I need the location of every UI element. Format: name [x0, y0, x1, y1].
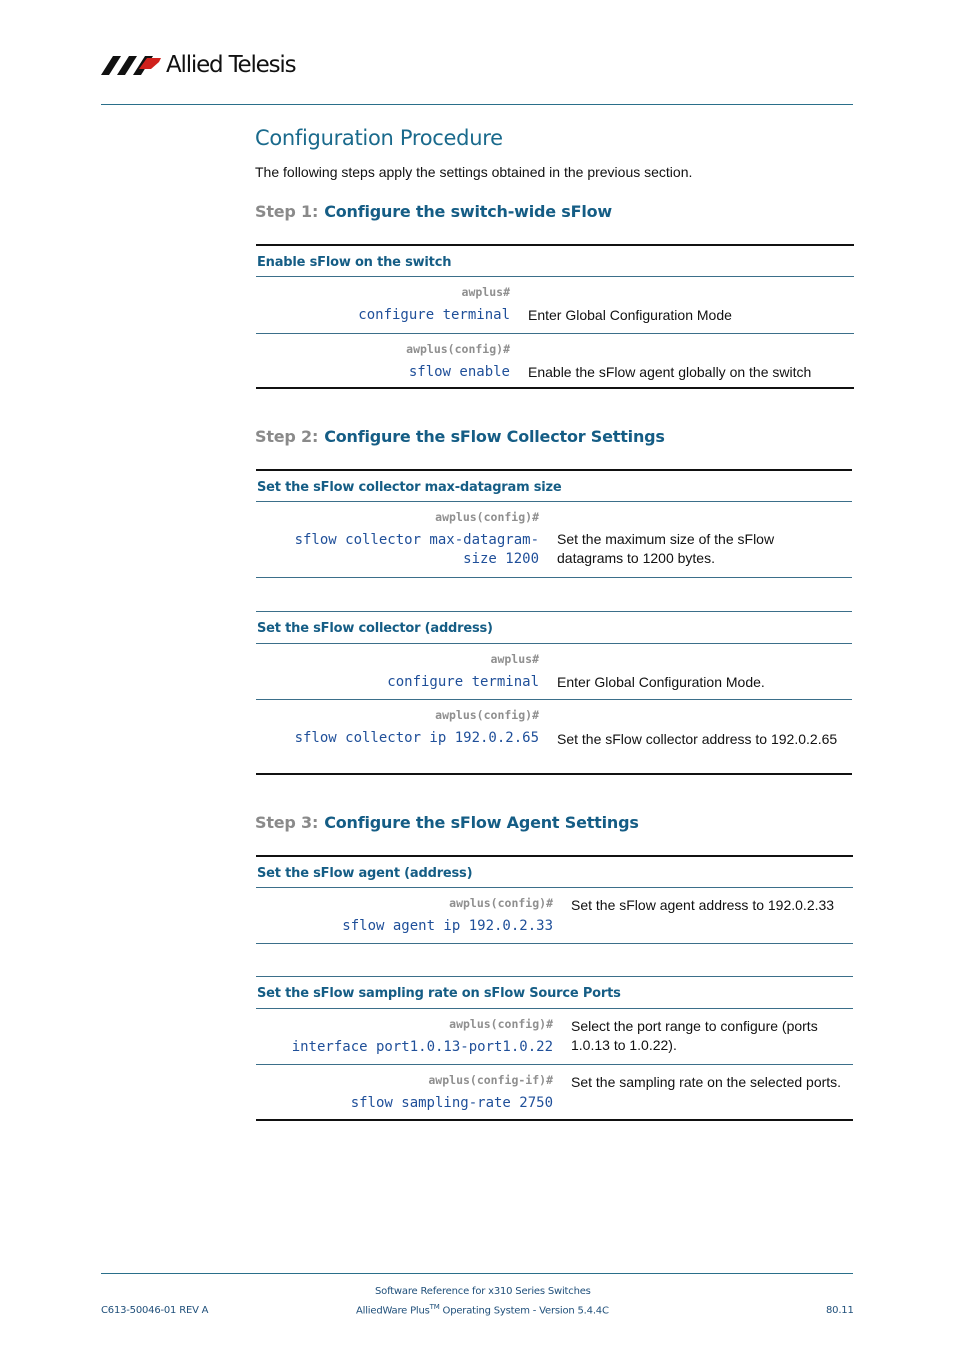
table-title: Set the sFlow agent (address): [257, 866, 473, 881]
cli-command: sflow agent ip 192.0.2.33: [342, 918, 553, 934]
description-cell: Enable the sFlow agent globally on the switch: [528, 364, 812, 380]
description-cell: Enter Global Configuration Mode.: [557, 674, 765, 690]
footer-title: Software Reference for x310 Series Switches: [375, 1286, 591, 1297]
step-2-heading: [255, 427, 665, 446]
table-row: [256, 502, 852, 578]
step-number: Step 3:: [255, 813, 319, 832]
description-cell: Select the port range to configure (ports 1.0.13 to 1.0.22).: [571, 1018, 818, 1053]
cli-command: sflow sampling-rate 2750: [350, 1095, 553, 1111]
footer-os-name: AlliedWare Plus: [356, 1305, 430, 1317]
cli-prompt: awplus#: [490, 652, 539, 666]
table-title: Enable sFlow on the switch: [257, 255, 452, 270]
step-title: Configure the sFlow Agent Settings: [324, 813, 639, 832]
table-header: [256, 469, 852, 502]
table-row: [256, 888, 853, 944]
footer-divider: [101, 1273, 853, 1274]
table-title: Set the sFlow collector (address): [257, 621, 493, 636]
cli-prompt: awplus(config)#: [435, 510, 539, 524]
cli-prompt: awplus#: [461, 285, 510, 299]
table-title: Set the sFlow sampling rate on sFlow Source Ports: [257, 986, 621, 1001]
table-row: [256, 334, 854, 389]
description-cell: Set the sFlow agent address to 192.0.2.33: [571, 897, 835, 913]
table-row: [256, 700, 852, 775]
command-cell: [256, 277, 512, 333]
description-cell: Set the maximum size of the sFlow datagrams to 1200 bytes.: [557, 531, 775, 566]
table-row: [256, 644, 852, 700]
command-cell: [256, 1065, 555, 1119]
cli-prompt: awplus(config)#: [449, 896, 553, 910]
footer-os-version-text: Operating System - Version 5.4.4C: [439, 1305, 609, 1317]
command-cell: [256, 888, 555, 943]
table-row: [256, 277, 854, 334]
cli-prompt: awplus(config)#: [406, 342, 510, 356]
trademark-mark: TM: [429, 1303, 440, 1311]
command-table-sampling-rate: [256, 976, 853, 1121]
cli-command: sflow collector max-datagram- size 1200: [294, 532, 539, 567]
step-3-heading: [255, 813, 639, 832]
cli-prompt: awplus(config)#: [435, 708, 539, 722]
logo-text: Allied Telesis: [166, 52, 296, 78]
command-cell: [256, 700, 541, 773]
table-header: [256, 244, 854, 277]
cli-command: configure terminal: [387, 674, 539, 690]
cli-command: interface port1.0.13-port1.0.22: [291, 1039, 553, 1055]
command-cell: [256, 1009, 555, 1064]
step-title: Configure the switch-wide sFlow: [324, 202, 612, 221]
command-cell: [256, 502, 541, 577]
cli-prompt: awplus(config-if)#: [428, 1073, 553, 1087]
table-header: [256, 976, 853, 1009]
table-row: [256, 1009, 853, 1065]
footer-doc-id: C613-50046-01 REV A: [101, 1305, 209, 1316]
description-cell: Set the sFlow collector address to 192.0.2.65: [557, 731, 838, 747]
table-header: [256, 611, 852, 644]
table-row: [256, 1065, 853, 1121]
step-number: Step 2:: [255, 427, 319, 446]
step-1-heading: [255, 202, 612, 221]
header-divider: [101, 104, 853, 105]
command-table-collector-max-datagram: [256, 469, 852, 578]
cli-command: configure terminal: [358, 307, 510, 323]
table-title: Set the sFlow collector max-datagram size: [257, 480, 562, 495]
cli-command: sflow enable: [408, 364, 510, 380]
command-table-enable-sflow: [256, 244, 854, 389]
cli-prompt: awplus(config)#: [449, 1017, 553, 1031]
description-cell: Enter Global Configuration Mode: [528, 307, 732, 323]
section-intro: The following steps apply the settings obtained in the previous section.: [255, 164, 693, 180]
command-cell: [256, 644, 541, 699]
command-cell: [256, 334, 512, 387]
footer-page-number: 80.11: [826, 1305, 854, 1316]
allied-telesis-logo-icon: [101, 53, 163, 77]
step-number: Step 1:: [255, 202, 319, 221]
description-cell: Set the sampling rate on the selected ports.: [571, 1074, 842, 1090]
step-title: Configure the sFlow Collector Settings: [324, 427, 665, 446]
command-table-agent-address: [256, 855, 853, 944]
footer-os-version: [356, 1303, 609, 1316]
section-title: Configuration Procedure: [255, 126, 503, 150]
command-table-collector-address: [256, 611, 852, 775]
cli-command: sflow collector ip 192.0.2.65: [294, 730, 539, 746]
table-header: [256, 855, 853, 888]
company-logo: [101, 50, 295, 80]
